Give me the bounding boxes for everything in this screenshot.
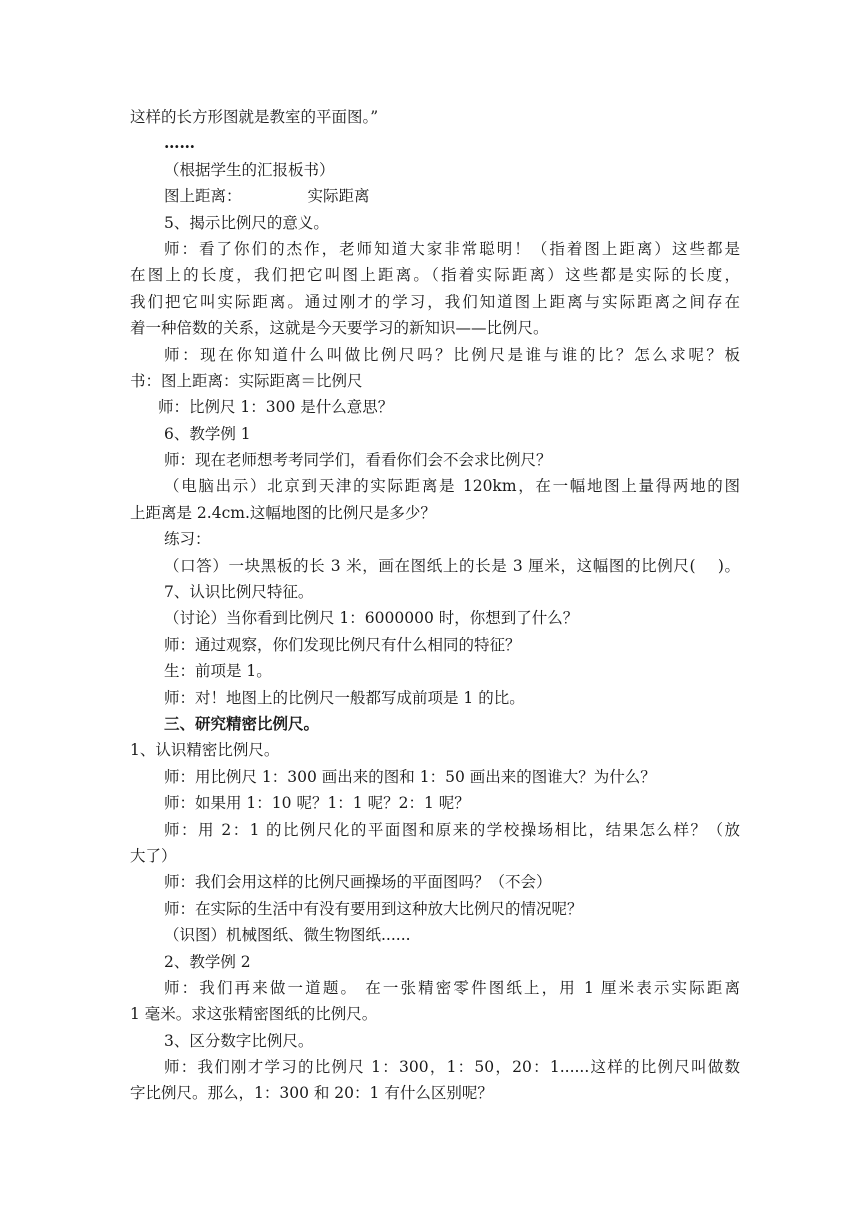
map-distance-label: 图上距离： bbox=[164, 187, 242, 206]
text-line: 在图上的长度，我们把它叫图上距离。（指着实际距离）这些都是实际的长度， bbox=[130, 266, 740, 285]
section-heading-bold: 三、研究精密比例尺。 bbox=[164, 713, 320, 733]
text-line: 师：看了你们的杰作，老师知道大家非常聪明！（指着图上距离）这些都是 bbox=[164, 239, 740, 258]
section-heading: 5、揭示比例尺的意义。 bbox=[164, 213, 329, 232]
text-line: 师：我们刚才学习的比例尺 1：300，1：50，20：1......这样的比例尺叫做数 bbox=[164, 1058, 740, 1077]
text-line-distance-labels bbox=[130, 183, 740, 209]
text-line: 着一种倍数的关系，这就是今天要学习的新知识——比例尺。 bbox=[130, 319, 549, 338]
text-line: 师：我们会用这样的比例尺画操场的平面图吗？（不会） bbox=[164, 873, 552, 892]
section-heading: 7、认识比例尺特征。 bbox=[164, 583, 314, 602]
text-line: （讨论）当你看到比例尺 1：6000000 时，你想到了什么？ bbox=[164, 609, 579, 628]
section-heading: 3、区分数字比例尺。 bbox=[164, 1031, 314, 1050]
text-line: 师：用比例尺 1：300 画出来的图和 1：50 画出来的图谁大？为什么？ bbox=[164, 767, 656, 786]
text-line: 师：对！地图上的比例尺一般都写成前项是 1 的比。 bbox=[164, 688, 525, 707]
text-line: 师：用 2：1 的比例尺化的平面图和原来的学校操场相比，结果怎么样？（放 bbox=[164, 820, 740, 839]
text-line: 生：前项是 1。 bbox=[164, 662, 272, 681]
actual-distance-label: 实际距离 bbox=[307, 187, 370, 206]
text-line: 大了） bbox=[130, 846, 177, 865]
text-line: （口答）一块黑板的长 3 米，画在图纸上的长是 3 厘米，这幅图的比例尺( )。 bbox=[164, 556, 740, 575]
text-line: （电脑出示）北京到天津的实际距离是 120km，在一幅地图上量得两地的图 bbox=[164, 477, 740, 496]
text-line: 字比例尺。那么，1：300 和 20：1 有什么区别呢？ bbox=[130, 1084, 493, 1103]
text-line: 练习： bbox=[164, 530, 211, 549]
section-heading: 1、认识精密比例尺。 bbox=[130, 741, 280, 760]
text-line: 师：现在你知道什么叫做比例尺吗？比例尺是谁与谁的比？怎么求呢？板 bbox=[164, 345, 740, 364]
text-line: 我们把它叫实际距离。通过刚才的学习，我们知道图上距离与实际距离之间存在 bbox=[130, 292, 740, 311]
text-line: 这样的长方形图就是教室的平面图。” bbox=[130, 108, 379, 126]
text-line: 上距离是 2.4cm.这幅地图的比例尺是多少？ bbox=[130, 503, 436, 522]
text-line: （根据学生的汇报板书） bbox=[164, 160, 335, 179]
text-line: 师：现在老师想考考同学们，看看你们会不会求比例尺？ bbox=[164, 451, 552, 470]
text-line: 师：在实际的生活中有没有要用到这种放大比例尺的情况呢？ bbox=[164, 899, 583, 918]
text-line: …… bbox=[164, 133, 195, 153]
text-line: 师：我们再来做一道题。 在一张精密零件图纸上，用 1 厘米表示实际距离 bbox=[164, 978, 740, 997]
text-line: 师：比例尺 1：300 是什么意思？ bbox=[158, 398, 394, 417]
document-page bbox=[130, 104, 740, 1107]
text-line: 师：如果用 1：10 呢？1：1 呢？2：1 呢？ bbox=[164, 794, 470, 813]
text-line: 师：通过观察，你们发现比例尺有什么相同的特征？ bbox=[164, 635, 521, 654]
section-heading: 2、教学例 2 bbox=[164, 952, 251, 971]
text-line: （识图）机械图纸、微生物图纸...... bbox=[164, 926, 411, 945]
text-line: 1 毫米。求这张精密图纸的比例尺。 bbox=[130, 1005, 378, 1024]
text-line: 书：图上距离：实际距离＝比例尺 bbox=[130, 371, 363, 390]
section-heading: 6、教学例 1 bbox=[164, 424, 251, 443]
